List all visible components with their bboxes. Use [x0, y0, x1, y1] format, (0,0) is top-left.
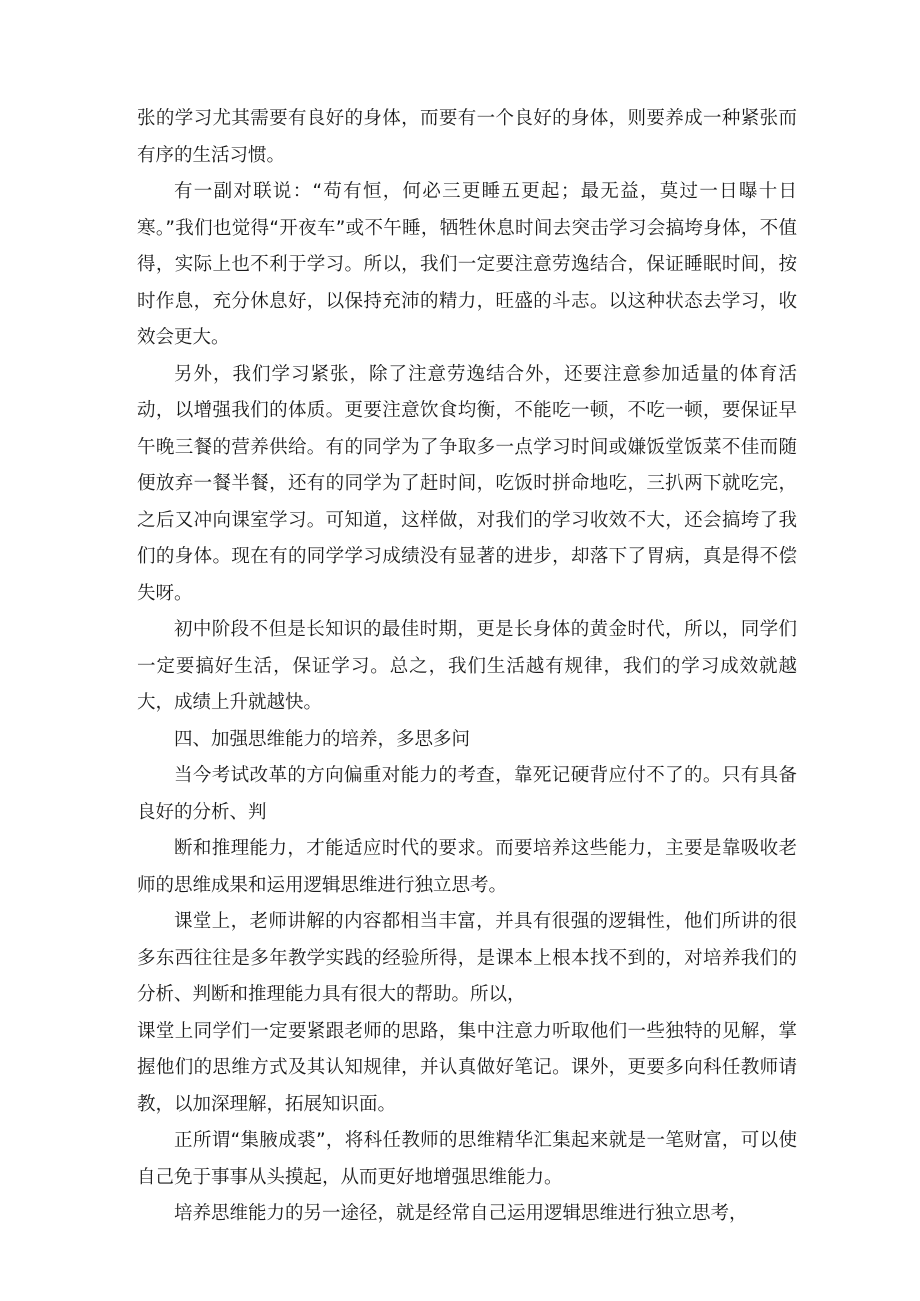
- section-heading: 四、加强思维能力的培养，多思多问: [174, 728, 471, 750]
- document-body: [137, 101, 797, 1233]
- paragraph-health: 另外，我们学习紧张，除了注意劳逸结合外，还要注意参加适量的体育活动，以增强我们的体质。更要注意饮食均衡，不能吃一顿，不吃一顿，要保证早午晚三餐的营养供给。有的同学为了争取多一点学习时间或嫌饭堂饭菜不佳而随便放弃一餐半餐，还有的同学为了赶时间，吃饭时拼命地吃，三扒两下就吃完，之后又冲向课室学习。可知道，这样做，对我们的学习收效不大，还会搞垮了我们的身体。现在有的同学学习成绩没有显著的进步，却落下了胃病，真是得不偿失呀。: [137, 363, 797, 604]
- paragraph-continuation: 张的学习尤其需要有良好的身体，而要有一个良好的身体，则要养成一种紧张而有序的生活习惯。: [137, 108, 797, 166]
- paragraph-reasoning: 断和推理能力，才能适应时代的要求。而要培养这些能力，主要是靠吸收老师的思维成果和运用逻辑思维进行独立思考。: [137, 838, 797, 896]
- paragraph-independent-thinking: 培养思维能力的另一途径，就是经常自己运用逻辑思维进行独立思考，: [174, 1203, 748, 1224]
- paragraph-classroom: 课堂上，老师讲解的内容都相当丰富，并具有很强的逻辑性，他们所讲的很多东西往往是多年教学实践的经验所得，是课本上根本找不到的，对培养我们的分析、判断和推理能力具有很大的帮助。所以，: [137, 911, 797, 1005]
- paragraph-exam-reform: 当今考试改革的方向偏重对能力的考查，靠死记硬背应付不了的。只有具备良好的分析、判: [137, 765, 797, 823]
- paragraph-couplet: 有一副对联说：“苟有恒，何必三更睡五更起；最无益，莫过一日曝十日寒。”我们也觉得“开夜车”或不午睡，牺牲休息时间去突击学习会搞垮身体，不值得，实际上也不利于学习。所以，我们一定要注意劳逸结合，保证睡眠时间，按时作息，充分休息好，以保持充沛的精力，旺盛的斗志。以这种状态去学习，收效会更大。: [137, 181, 797, 348]
- paragraph-classroom-continued: 课堂上同学们一定要紧跟老师的思路，集中注意力听取他们一些独特的见解，掌握他们的思维方式及其认知规律，并认真做好笔记。课外，更要多向科任教师请教，以加深理解，拓展知识面。: [137, 1020, 797, 1115]
- paragraph-junior-high: 初中阶段不但是长知识的最佳时期，更是长身体的黄金时代，所以，同学们一定要搞好生活，保证学习。总之，我们生活越有规律，我们的学习成效就越大，成绩上升就越快。: [137, 619, 797, 713]
- paragraph-accumulate: 正所谓“集腋成裘”，将科任教师的思维精华汇集起来就是一笔财富，可以使自己免于事事从头摸起，从而更好地增强思维能力。: [137, 1130, 797, 1188]
